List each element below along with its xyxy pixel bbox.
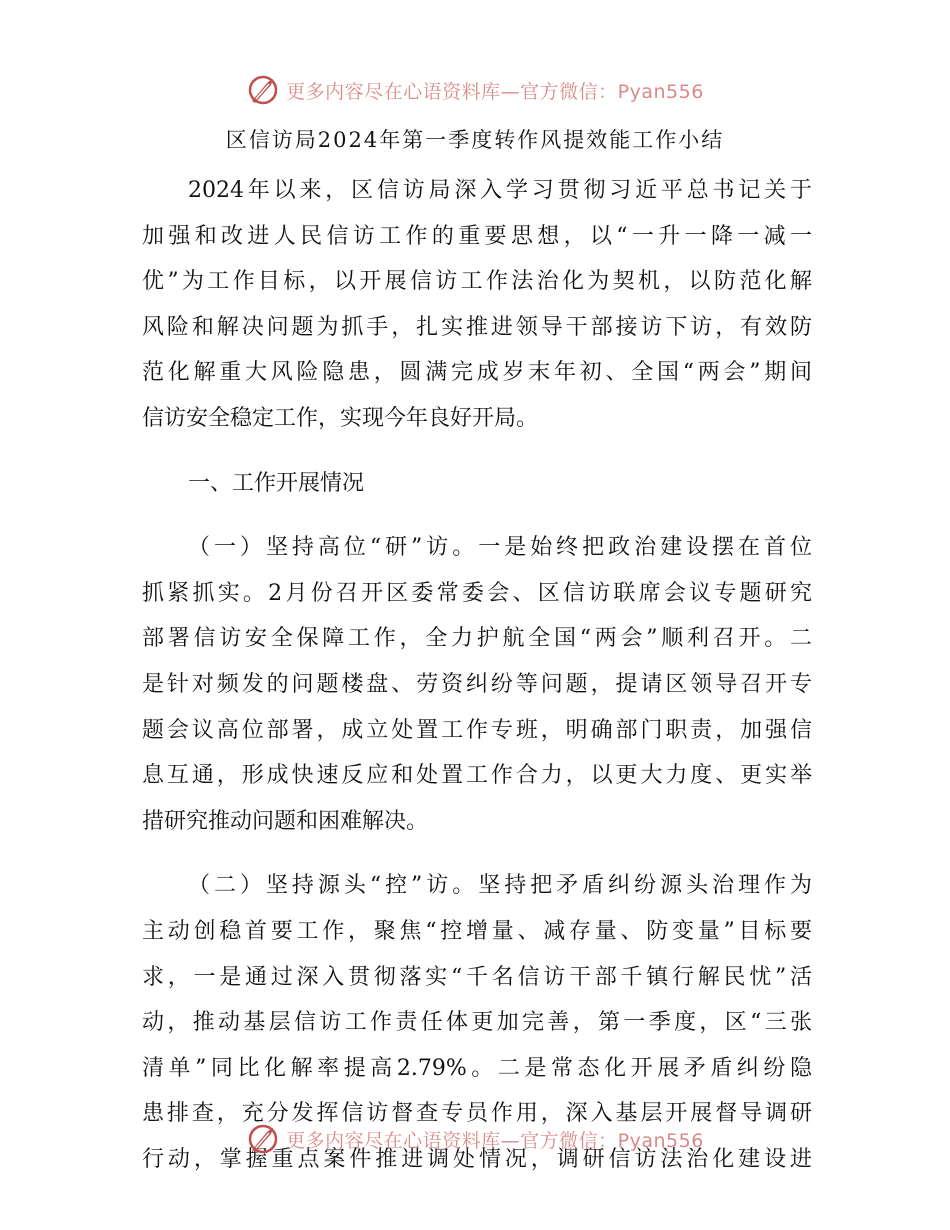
quill-pen-logo-icon [246, 73, 280, 107]
paragraph-line: 部署信访安全保障工作，全力护航全国“两会”顺利召开。二 [142, 626, 812, 652]
paragraph-line: 题会议高位部署，成立处置工作专班，明确部门职责，加强信 [142, 717, 812, 743]
paragraph-line: 风险和解决问题为抓手，扎实推进领导干部接访下访，有效防 [142, 314, 812, 340]
paragraph-1 [142, 525, 812, 844]
paragraph-line: 息互通，形成快速反应和处置工作合力，以更大力度、更实举 [142, 763, 812, 789]
document-title: 区信访局2024年第一季度转作风提效能工作小结 [225, 128, 725, 152]
paragraph-line: 主动创稳首要工作，聚焦“控增量、减存量、防变量”目标要 [142, 918, 812, 944]
watermark-footer [0, 1119, 950, 1159]
paragraph-line: 信访安全稳定工作，实现今年良好开局。 [142, 405, 539, 431]
paragraph-line: 措研究推动问题和困难解决。 [142, 808, 429, 834]
paragraph-line: 动，推动基层信访工作责任体更加完善，第一季度，区“三张 [142, 1010, 812, 1036]
intro-paragraph [142, 168, 812, 442]
paragraph-line: 清单”同比化解率提高2.79%。二是常态化开展矛盾纠纷隐 [142, 1055, 812, 1081]
paragraph-line: 加强和改进人民信访工作的重要思想，以“一升一降一减一 [142, 223, 812, 249]
paragraph-line: 是针对频发的问题楼盘、劳资纠纷等问题，提请区领导召开专 [142, 671, 812, 697]
paragraph-line: 范化解重大风险隐患，圆满完成岁末年初、全国“两会”期间 [142, 360, 812, 386]
paragraph-line: （二）坚持源头“控”访。坚持把矛盾纠纷源头治理作为 [188, 873, 812, 899]
watermark-header [0, 70, 950, 110]
watermark-text: 更多内容尽在心语资料库—官方微信：Pyan556 [286, 1129, 704, 1152]
paragraph-line: 2024年以来，区信访局深入学习贯彻习近平总书记关于 [188, 178, 812, 203]
paragraph-line: 优”为工作目标，以开展信访工作法治化为契机，以防范化解 [142, 269, 812, 295]
section-heading: 一、工作开展情况 [188, 470, 365, 496]
paragraph-line: （一）坚持高位“研”访。一是始终把政治建设摆在首位 [188, 535, 812, 561]
paragraph-line: 抓紧抓实。2月份召开区委常委会、区信访联席会议专题研究 [142, 580, 812, 606]
paragraph-line: 求，一是通过深入贯彻落实“千名信访干部千镇行解民忧”活 [142, 964, 812, 990]
watermark-text: 更多内容尽在心语资料库—官方微信：Pyan556 [286, 80, 704, 103]
quill-pen-logo-icon [246, 1122, 280, 1156]
document-body [142, 168, 812, 1182]
paragraph-line: 行动，掌握重点案件推进调处情况，调研信访法治化建设进 [142, 1146, 812, 1172]
paragraph-line: 患排查，充分发挥信访督查专员作用，深入基层开展督导调研 [142, 1101, 812, 1127]
